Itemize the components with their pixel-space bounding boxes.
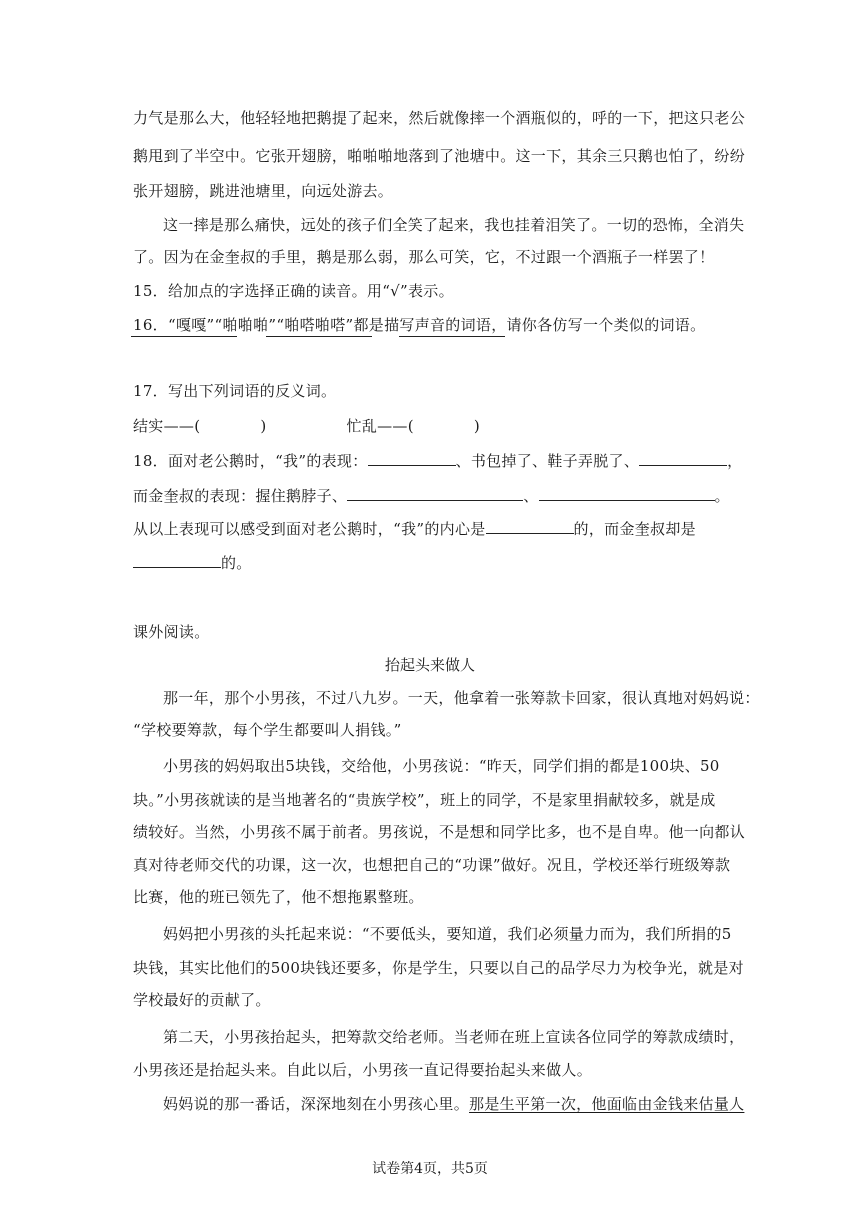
- article-line: 小男孩还是抬起头来。自此以后，小男孩一直记得要抬起头来做人。: [133, 1061, 593, 1079]
- article-line: 妈妈把小男孩的头托起来说：“不要低头，要知道，我们必须量力而为，我们所捐的5: [163, 925, 732, 943]
- story-line: 了。因为在金奎叔的手里，鹅是那么弱，那么可笑，它，不过跟一个酒瓶子一样罢了！: [133, 248, 715, 266]
- article-line: 学校最好的贡献了。: [133, 991, 271, 1009]
- question-18-line-4: 的。: [133, 553, 733, 573]
- page-footer: 试卷第4页，共5页: [372, 1161, 488, 1177]
- article-line: 块钱，其实比他们的500块钱还要多，你是学生，只要以自己的品学尽力为校争光，就是对: [133, 959, 744, 977]
- answer-blank-1[interactable]: [131, 336, 237, 337]
- question-18-line-1: 18．面对老公鹅时，“我”的表现： 、书包掉了、鞋子弄脱了、 ，: [133, 452, 743, 470]
- answer-blank-2[interactable]: [266, 336, 372, 337]
- article-line: 块。”小男孩就读的是当地著名的“贵族学校”，班上的同学，不是家里捐献较多，就是成: [133, 791, 716, 809]
- section-label: 课外阅读。: [133, 623, 210, 641]
- answer-blank[interactable]: [486, 519, 574, 534]
- question-18-line-3: 从以上表现可以感受到面对老公鹅时，“我”的内心是 的，而金奎叔却是: [133, 520, 696, 538]
- story-line: 鹅甩到了半空中。它张开翅膀，啪啪啪地落到了池塘中。这一下，其余三只鹅也怕了，纷纷: [133, 147, 746, 165]
- article-line: 第二天，小男孩抬起头，把筹款交给老师。当老师在班上宣读各位同学的筹款成绩时，: [163, 1028, 745, 1046]
- answer-blank[interactable]: [539, 486, 715, 501]
- question-15: 15．给加点的字选择正确的读音。用“√”表示。: [133, 282, 454, 300]
- antonym-row: 结实——( ) 忙乱——( ): [133, 417, 481, 435]
- answer-blank[interactable]: [368, 451, 456, 466]
- article-title: 抬起头来做人: [384, 656, 475, 674]
- antonym-item-1: 结实——(: [133, 417, 201, 435]
- article-line: 真对待老师交代的功课，这一次，也想把自己的“功课”做好。况且，学校还举行班级筹款: [133, 856, 731, 874]
- question-16: 16．“嘎嘎”“啪啪啪”“啪嗒啪嗒”都是描写声音的词语，请你各仿写一个类似的词语。: [133, 316, 706, 334]
- question-18-line-2: 而金奎叔的表现：握住鹅脖子、 、 。: [133, 487, 730, 505]
- article-line: 绩较好。当然，小男孩不属于前者。男孩说，不是想和同学比多，也不是自卑。他一向都认: [133, 823, 746, 841]
- story-line: 力气是那么大，他轻轻地把鹅提了起来，然后就像摔一个酒瓶似的，呼的一下，把这只老公: [133, 109, 746, 127]
- article-line: 小男孩的妈妈取出5块钱，交给他，小男孩说：“昨天，同学们捐的都是100块、50: [163, 757, 720, 775]
- answer-blank-3[interactable]: [399, 336, 505, 337]
- article-line: 比赛，他的班已领先了，他不想拖累整班。: [133, 888, 424, 906]
- answer-blank[interactable]: [347, 486, 523, 501]
- answer-blank[interactable]: [133, 553, 221, 568]
- article-line: 妈妈说的那一番话，深深地刻在小男孩心里。那是生平第一次，他面临由金钱来估量人: [163, 1095, 745, 1113]
- story-line: 张开翅膀，跳进池塘里，向远处游去。: [133, 182, 394, 200]
- article-line: 那一年，那个小男孩，不过八九岁。一天，他拿着一张筹款卡回家，很认真地对妈妈说：: [163, 689, 760, 707]
- underlined-sentence: 那是生平第一次，他面临由金钱来估量人: [469, 1095, 745, 1113]
- article-line: “学校要筹款，每个学生都要叫人捐钱。”: [133, 721, 402, 739]
- story-line: 这一摔是那么痛快，远处的孩子们全笑了起来，我也挂着泪笑了。一切的恐怖，全消失: [163, 216, 745, 234]
- answer-blank[interactable]: [639, 451, 727, 466]
- antonym-item-2: 忙乱——(: [346, 417, 414, 435]
- question-17: 17．写出下列词语的反义词。: [133, 382, 337, 400]
